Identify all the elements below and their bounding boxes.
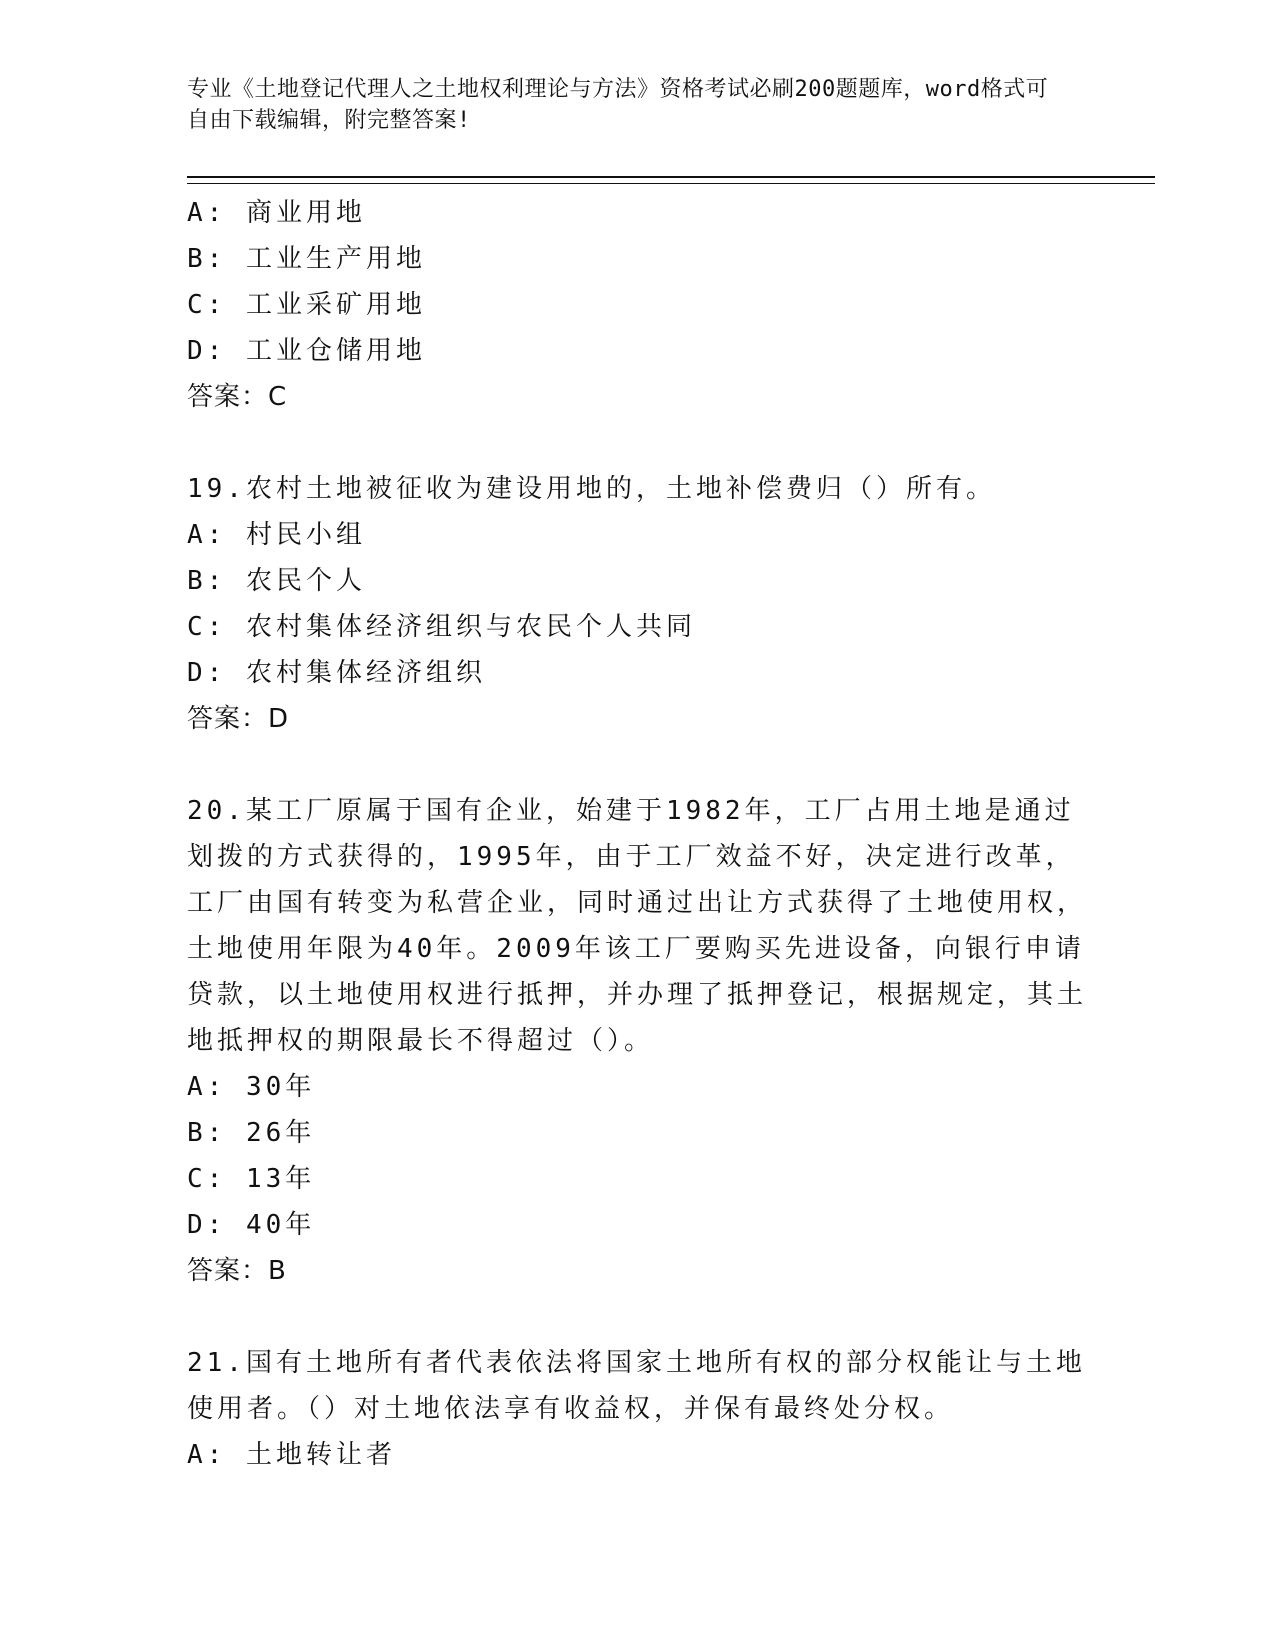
question-21	[187, 1340, 1087, 1478]
header-divider	[187, 176, 1155, 184]
option-a: A: 土地转让者	[187, 1440, 396, 1470]
option-a: A: 商业用地	[187, 198, 366, 228]
option-d: D: 40年	[187, 1210, 316, 1240]
spacer	[187, 420, 1087, 466]
option-d: D: 工业仓储用地	[187, 336, 426, 366]
option-c: C: 13年	[187, 1164, 316, 1194]
option-d: D: 农村集体经济组织	[187, 658, 486, 688]
question-stem: 19.农村土地被征收为建设用地的，土地补偿费归（）所有。	[187, 474, 996, 504]
option-b: B: 26年	[187, 1118, 316, 1148]
answer-label: 答案：D	[187, 704, 290, 734]
question-list	[187, 190, 1087, 1478]
question-stem: 20.某工厂原属于国有企业，始建于1982年，工厂占用土地是通过划拨的方式获得的，1995年，由于工厂效益不好，决定进行改革，工厂由国有转变为私营企业，同时通过出让方式获得了土地使用权，土地使用年限为40年。2009年该工厂要购买先进设备，向银行申请贷款，以土地使用权进行抵押，并办理了抵押登记，根据规定，其土地抵押权的期限最长不得超过（）。	[187, 796, 1088, 1056]
question-20	[187, 788, 1087, 1294]
document-title: 专业《土地登记代理人之土地权利理论与方法》资格考试必刷200题题库，word格式可自由下载编辑，附完整答案!	[187, 77, 1049, 133]
answer-label: 答案：C	[187, 382, 288, 412]
spacer	[187, 742, 1087, 788]
option-b: B: 农民个人	[187, 566, 366, 596]
question-19	[187, 466, 1087, 742]
question-stem: 21.国有土地所有者代表依法将国家土地所有权的部分权能让与土地使用者。（）对土地依法享有收益权，并保有最终处分权。	[187, 1348, 1086, 1424]
option-b: B: 工业生产用地	[187, 244, 426, 274]
option-c: C: 农村集体经济组织与农民个人共同	[187, 612, 696, 642]
option-a: A: 村民小组	[187, 520, 366, 550]
question-18	[187, 190, 1087, 420]
answer-label: 答案：B	[187, 1256, 287, 1286]
document-header	[187, 74, 1067, 136]
option-a: A: 30年	[187, 1072, 316, 1102]
option-c: C: 工业采矿用地	[187, 290, 426, 320]
spacer	[187, 1294, 1087, 1340]
